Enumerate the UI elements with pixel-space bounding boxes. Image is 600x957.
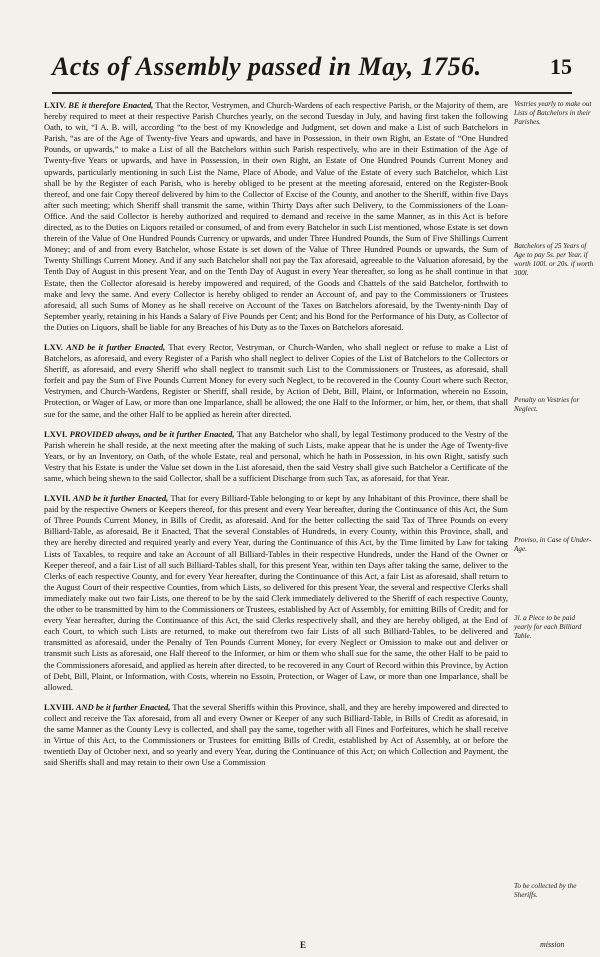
page-header (52, 52, 572, 86)
section-lead: AND be it further Enacted, (66, 341, 166, 352)
section-number: LXIV. (44, 100, 67, 110)
section-lead: AND be it further Enacted, (72, 493, 169, 504)
section-number: LXV. (44, 341, 63, 352)
margin-note: Vestries yearly to make out Lists of Batchelors in their Parishes. (514, 100, 592, 126)
section-lxiv (44, 100, 508, 333)
page-number: 15 (550, 54, 572, 79)
section-text: That every Rector, Vestryman, or Church-Warden, who shall neglect or refuse to make a List of Batchelors, as aforesaid, and every Register of a Parish who shall neglect to deliver Copies of the List of Batchelors to the Collectors or Sheriff, as aforesaid, and every Sheriff who shall neglect to transmit such List to the Commissioners or Trustees, as aforesaid, shall forfeit and pay the Sum of Five Pounds Current Money for every such Neglect, to be recovered in the County Court where such Rector, Vestrymen, and Church-Wardens, Register or Sheriff, shall reside, by Action of Debt, Bill, Plaint, or Information, wherein no Essoin, Protection, or Wager of Law, or more than one Imparlance, shall be allowed; the one Half to the Informer, or him, her, or them, that shall sue for the same, and the other Half to be applied as herein after directed. (44, 341, 508, 419)
section-lxvi (44, 429, 508, 484)
section-number: LXVI. (44, 428, 68, 439)
section-lead: BE it therefore Enacted, (68, 100, 154, 110)
section-text: That the several Sheriffs within this Province, shall, and they are hereby impowered and directed to collect and receive the Tax aforesaid, from all and every Owner or Keeper of any such Billiard-Table, in Bills of Credit as aforesaid, in the same Manner as the County Levy is collected, and shall pay the same, together with all Fines and Forfeitures, which he shall receive in Virtue of this Act, to the Commissioners or Trustees for emitting Bills of Credit, established by Act of Assembly, at or before the twentieth Day of October next, and so yearly and every Year, during the Continuance of this Act; on which Collection and Payment, the said Sheriffs shall and may retain to their own Use a Commission (44, 701, 508, 768)
signature-mark: E (300, 940, 307, 950)
section-lxvii (44, 493, 508, 693)
section-text: That for every Billiard-Table belonging to or kept by any Inhabitant of this Province, there shall be paid by the respective Owners or Keepers thereof, for this present and every Year hereafter, during the Continuance of this Act, the Sum of Three Pounds Current Money, in Bills of Credit, as aforesaid. And for the better collecting the said Tax of Three Pounds on every Billiard-Table, as aforesaid, Be it Enacted, That the several Constables of Hundreds, in every County, within this Province, shall, and they are hereby directed and required yearly and every Year, during the Continuance of this Act, by the Time limited by Law for taking Lists of Taxables, to require and take an Account of all Billiard-Tables in their respective Hundreds, under the Hand of the Owner or Keeper thereof, and a fair List of all such Billiard-Tables shall, for this present Year, within ten Days after taking the same, deliver to the Clerks of each respective County, and for every Year hereafter, during the Continuance of this Act, a fair List as aforesaid, shall return to the August Court of their respective Counties, from which Lists, so delivered for this present Year, the several and respective Clerks shall immediately make out two fair Lists, one thereof to be by the said Clerk immediately delivered to the Sheriff of each respective County, the other to be transmitted by him to the Commissioners or Trustees, established by Act of Assembly, for emitting Bills of Credit; and for every Year hereafter, during the Continuance of this Act, the said Clerks respectively shall, and they are hereby obliged, at the End of each Court, to which such Lists are returned, to make out therefrom two fair Lists of all such Billiard-Tables, to be delivered and transmitted as aforesaid, under the Penalty of Ten Pounds Current Money, for every Neglect or Omission to make out and deliver or transmit such Lists as aforesaid, one Half thereof to the Informer, or him or them who shall sue for the same, the other Half to be paid to the Commissioners aforesaid, and applied as herein after directed, to be recovered in any Court of Record within this Province, by Action of Debt, Bill, Plaint, or Information, with Costs, wherein no Essoin, Protection, or Wager of Law, or more than one Imparlance, shall be allowed. (44, 493, 508, 692)
catchword: mission (540, 940, 565, 949)
margin-note: To be collected by the Sheriffs. (514, 882, 577, 899)
section-lxv (44, 342, 508, 420)
margin-note: Proviso, in Case of Under-Age. (514, 536, 592, 553)
margin-note: 3l. a Piece to be paid yearly for each Billiard Table. (514, 614, 582, 640)
margin-note: Penalty on Vestries for Neglect. (514, 396, 580, 413)
section-lead: AND be it further Enacted, (75, 701, 171, 712)
body-text (44, 100, 508, 768)
running-title: Acts of Assembly passed in May, 1756. (52, 52, 482, 81)
margin-note: Batchelors of 25 Years of Age to pay 5s. per Year, if worth 100l. or 20s. if worth 300l. (514, 242, 594, 277)
section-number: LXVIII. (44, 701, 74, 712)
section-lead: PROVIDED always, and be it further Enacted, (69, 428, 235, 439)
section-text: That any Batchelor who shall, by legal Testimony produced to the Vestry of the Parish wherein he shall reside, at the next meeting after the making of such Lists, make appear that he is under the Age of Twenty-five Years, or by an Inventory, on Oath, of the whole Estate, real and personal, which he hath in Possession, in his own Right, satisfy such Vestry that his Estate is under the Value set down in the List aforesaid, then the said Vestry shall give such Batchelor a Certificate of the same, which being shewn to the said Collector, shall be a sufficient Discharge from such Tax, as aforesaid, for that Year. (44, 428, 509, 483)
section-lxviii (44, 702, 508, 769)
header-rule (52, 92, 572, 94)
section-text: That the Rector, Vestrymen, and Church-Wardens of each respective Parish, or the Majority of them, are hereby required to meet at their respective Parish Churches yearly, on the second Tuesday in July, and having first taken the following Oath, to wit, “I A. B. will, according “to the best of my Knowledge and Judgment, set down and make a List of such Batchelors in Parish, “as are of the Age of Twenty-five Years and upwards, and have in Possession, in their own Right, an Estate of “One Hundred Pounds, or upwards,” to make a List of all the Batchelors within such Parish respectively, who are in their Estimation of the Age of Twenty-five Years or upwards, and have in Possession, in their own Right, an Estate of One Hundred Pounds Current Money and upwards, particularly mentioning in such List the Name, Place of Abode, and Value of the Estate of every such Batchelor, which List shall be by the Register of each Parish, who is hereby obliged to be present at the meeting aforesaid, entered on the Register-Book thereof, and one fair Copy thereof delivered by him to the Collector of Excise of the County, and another to the Sheriff, within five Days after such meeting; which Sheriff shall transmit the same, within Thirty Days after such Delivery, to the Commissioners of the Loan-Office. And the said Collector is hereby authorized and required to demand and receive in the same Manner, as in this Act is before directed, as to the Duties on Liquors retailed or consumed, of and from every Batchelor in such List mentioned, whose Estate is set down therein of the Value of One Hundred Pounds Currency or upwards, and under Three Hundred Pounds, the Sum of Five Shillings Current Money; and of and from every Batchelor, whose Estate is set down of the Value of Three Hundred Pounds or upwards, the Sum of Twenty Shillings Current Money. And if any such Batchelor shall not pay the Tax aforesaid, agreeable to the Valuation aforesaid, by the Tenth Day of August in this present Year, and on the Tenth Day of August in every Year thereafter, so long as he shall continue in that Estate, then the Collector aforesaid is hereby impowered and required, of the Goods and Chattels of the said Batchelor, forthwith to make and levy the same. And every Collector is hereby obliged to render an Account of, and pay to the Commissioners or Trustees aforesaid, all such Sums of Money as he shall receive on Account of the Taxes on Batchelors aforesaid, by the Twenty-ninth Day of September yearly, retaining in his Hands a Salary of Five Pounds per Cent; and his Bond for the Performance of his Duty, as Collector of the Duties on Liquors, shall be liable for any Breaches of his Duty as to the Taxes on Batchelors aforesaid. (44, 100, 508, 332)
section-number: LXVII. (44, 493, 71, 504)
